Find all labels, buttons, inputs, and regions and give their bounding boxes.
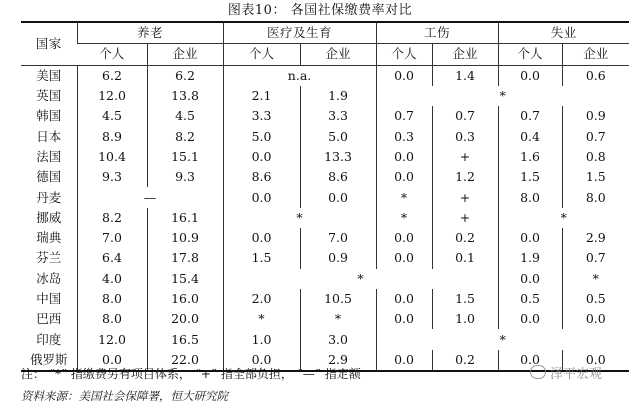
value-cell: 0.7 <box>432 106 498 126</box>
value-cell: 0.0 <box>223 147 300 167</box>
value-cell: * <box>562 269 629 289</box>
value-cell: 4.5 <box>77 106 147 126</box>
value-cell: * <box>376 86 629 106</box>
value-cell: 0.0 <box>376 309 432 329</box>
value-cell: 4.0 <box>77 269 147 289</box>
value-cell: 0.0 <box>376 350 432 371</box>
value-cell: 0.0 <box>223 187 300 207</box>
country-cell: 中国 <box>36 291 62 306</box>
country-cell: 俄罗斯 <box>21 350 77 371</box>
table-row <box>21 106 629 126</box>
value-cell: 17.8 <box>147 248 223 268</box>
header-sub: 个人 <box>223 44 300 65</box>
value-cell: * <box>223 309 300 329</box>
table-row <box>21 126 629 146</box>
value-cell: 8.6 <box>300 167 376 187</box>
value-cell: 1.5 <box>432 289 498 309</box>
value-cell: 8.0 <box>77 309 147 329</box>
header-sub: 个人 <box>376 44 432 65</box>
value-cell: 6.4 <box>77 248 147 268</box>
table-row <box>21 289 629 309</box>
table-row <box>21 86 629 106</box>
value-cell: 3.3 <box>300 106 376 126</box>
value-cell: — <box>77 187 223 207</box>
value-cell: 13.8 <box>147 86 223 106</box>
value-cell: 0.7 <box>562 248 629 268</box>
value-cell: 9.3 <box>147 167 223 187</box>
value-cell: 0.8 <box>562 147 629 167</box>
value-cell: 1.4 <box>432 65 498 86</box>
value-cell: 3.3 <box>223 106 300 126</box>
country-cell: 芬兰 <box>36 250 62 266</box>
country-cell: 美国 <box>36 67 62 83</box>
table-row <box>21 65 629 86</box>
value-cell: 2.0 <box>223 289 300 309</box>
header-group-pension: 养老 <box>77 22 223 44</box>
header-group-injury: 工伤 <box>376 22 498 44</box>
value-cell: 0.0 <box>498 309 562 329</box>
country-cell: 挪威 <box>36 209 62 225</box>
header-sub: 个人 <box>77 44 147 65</box>
header-row-sub <box>21 44 629 65</box>
value-cell: 1.6 <box>498 147 562 167</box>
table-row <box>21 208 629 228</box>
value-cell: * <box>376 187 432 207</box>
table-title: 图表10： 各国社保缴费率对比 <box>227 3 413 18</box>
table-note: 注： “*” 指缴费另有项目体系， “+” 指全部负担， “—” 指定额 <box>21 367 361 381</box>
value-cell: 20.0 <box>147 309 223 329</box>
value-cell: 0.0 <box>223 228 300 248</box>
table-row <box>21 329 629 349</box>
value-cell: 0.7 <box>376 106 432 126</box>
value-cell: 5.0 <box>300 126 376 146</box>
header-group-medical: 医疗及生育 <box>223 22 376 44</box>
value-cell: 0.0 <box>376 228 432 248</box>
value-cell: 1.5 <box>223 248 300 268</box>
value-cell: 8.0 <box>562 187 629 207</box>
value-cell: 16.1 <box>147 208 223 228</box>
value-cell: 13.3 <box>300 147 376 167</box>
value-cell: 1.9 <box>300 86 376 106</box>
value-cell: 0.0 <box>376 248 432 268</box>
value-cell: 0.3 <box>432 126 498 146</box>
value-cell: 0.0 <box>376 167 432 187</box>
value-cell: 0.0 <box>376 147 432 167</box>
value-cell: 8.0 <box>498 187 562 207</box>
value-cell: + <box>432 147 498 167</box>
value-cell: 16.5 <box>147 329 223 349</box>
table-row <box>21 248 629 268</box>
country-cell: 瑞典 <box>36 230 62 246</box>
header-sub: 企业 <box>147 44 223 65</box>
header-row-groups <box>21 22 629 44</box>
value-cell: 1.5 <box>562 167 629 187</box>
value-cell: 0.9 <box>300 248 376 268</box>
country-cell: 德国 <box>36 169 62 185</box>
value-cell: 8.2 <box>147 126 223 146</box>
table-row <box>21 228 629 248</box>
value-cell: 0.2 <box>432 228 498 248</box>
value-cell: 0.0 <box>498 65 562 86</box>
value-cell: 15.1 <box>147 147 223 167</box>
value-cell: 12.0 <box>77 329 147 349</box>
value-cell: + <box>432 208 498 228</box>
value-cell: 0.3 <box>376 126 432 146</box>
value-cell: 0.0 <box>562 350 629 371</box>
value-cell: 7.0 <box>300 228 376 248</box>
value-cell: 8.0 <box>77 289 147 309</box>
value-cell: 1.0 <box>223 329 300 349</box>
country-cell: 丹麦 <box>36 189 62 205</box>
header-sub: 个人 <box>498 44 562 65</box>
value-cell: 0.5 <box>498 289 562 309</box>
value-cell: 0.0 <box>376 289 432 309</box>
header-sub: 企业 <box>562 44 629 65</box>
value-cell: 15.4 <box>147 269 223 289</box>
table-row <box>21 269 629 289</box>
value-cell: 0.0 <box>77 350 147 371</box>
country-cell: 日本 <box>36 128 62 144</box>
table-row <box>21 309 629 329</box>
value-cell: 0.1 <box>432 248 498 268</box>
value-cell: 1.5 <box>498 167 562 187</box>
value-cell: 6.2 <box>77 65 147 86</box>
header-sub: 企业 <box>432 44 498 65</box>
value-cell: 0.0 <box>376 65 432 86</box>
watermark <box>530 365 602 384</box>
country-cell: 巴西 <box>36 311 62 327</box>
value-cell: 10.9 <box>147 228 223 248</box>
country-cell: 韩国 <box>36 108 62 124</box>
country-cell: 英国 <box>36 88 62 104</box>
country-cell: 冰岛 <box>36 270 62 286</box>
value-cell: 3.0 <box>300 329 376 349</box>
value-cell: 0.4 <box>498 126 562 146</box>
value-cell: 0.6 <box>562 65 629 86</box>
table-row <box>21 147 629 167</box>
value-cell: 12.0 <box>77 86 147 106</box>
value-cell: * <box>300 309 376 329</box>
data-source: 资料来源：美国社会保障署，恒大研究院 <box>21 389 228 403</box>
value-cell: n.a. <box>223 65 376 86</box>
value-cell: 0.7 <box>562 126 629 146</box>
value-cell: 2.9 <box>562 228 629 248</box>
value-cell: 8.2 <box>77 208 147 228</box>
value-cell: + <box>432 187 498 207</box>
value-cell: 0.0 <box>300 187 376 207</box>
table-row <box>21 187 629 207</box>
value-cell: 10.4 <box>77 147 147 167</box>
wechat-icon <box>530 365 546 379</box>
value-cell: 1.0 <box>432 309 498 329</box>
value-cell: 0.0 <box>498 269 562 289</box>
value-cell: 0.2 <box>432 350 498 371</box>
value-cell: * <box>498 208 629 228</box>
social-security-rate-table <box>21 21 629 372</box>
value-cell: 0.0 <box>498 228 562 248</box>
value-cell: * <box>223 208 376 228</box>
value-cell: 5.0 <box>223 126 300 146</box>
value-cell: 0.0 <box>562 309 629 329</box>
table-row <box>21 167 629 187</box>
header-group-unemployment: 失业 <box>498 22 629 44</box>
header-country: 国家 <box>21 22 77 65</box>
country-cell: 法国 <box>36 148 62 164</box>
value-cell: * <box>376 208 432 228</box>
value-cell: 2.1 <box>223 86 300 106</box>
value-cell: 0.5 <box>562 289 629 309</box>
value-cell: 6.2 <box>147 65 223 86</box>
value-cell: 0.0 <box>223 350 300 371</box>
watermark-text: 泽平宏观 <box>550 367 603 382</box>
value-cell: 8.9 <box>77 126 147 146</box>
value-cell: 8.6 <box>223 167 300 187</box>
value-cell: 0.7 <box>498 106 562 126</box>
value-cell: 16.0 <box>147 289 223 309</box>
value-cell: 1.9 <box>498 248 562 268</box>
value-cell: 2.9 <box>300 350 376 371</box>
header-sub: 企业 <box>300 44 376 65</box>
value-cell: 9.3 <box>77 167 147 187</box>
value-cell: 22.0 <box>147 350 223 371</box>
value-cell: 1.2 <box>432 167 498 187</box>
value-cell: 0.9 <box>562 106 629 126</box>
country-cell: 印度 <box>36 331 62 347</box>
value-cell: 4.5 <box>147 106 223 126</box>
value-cell: * <box>376 329 629 349</box>
value-cell: 7.0 <box>77 228 147 248</box>
value-cell: 10.5 <box>300 289 376 309</box>
value-cell: * <box>223 269 498 289</box>
value-cell: 0.0 <box>498 350 562 371</box>
